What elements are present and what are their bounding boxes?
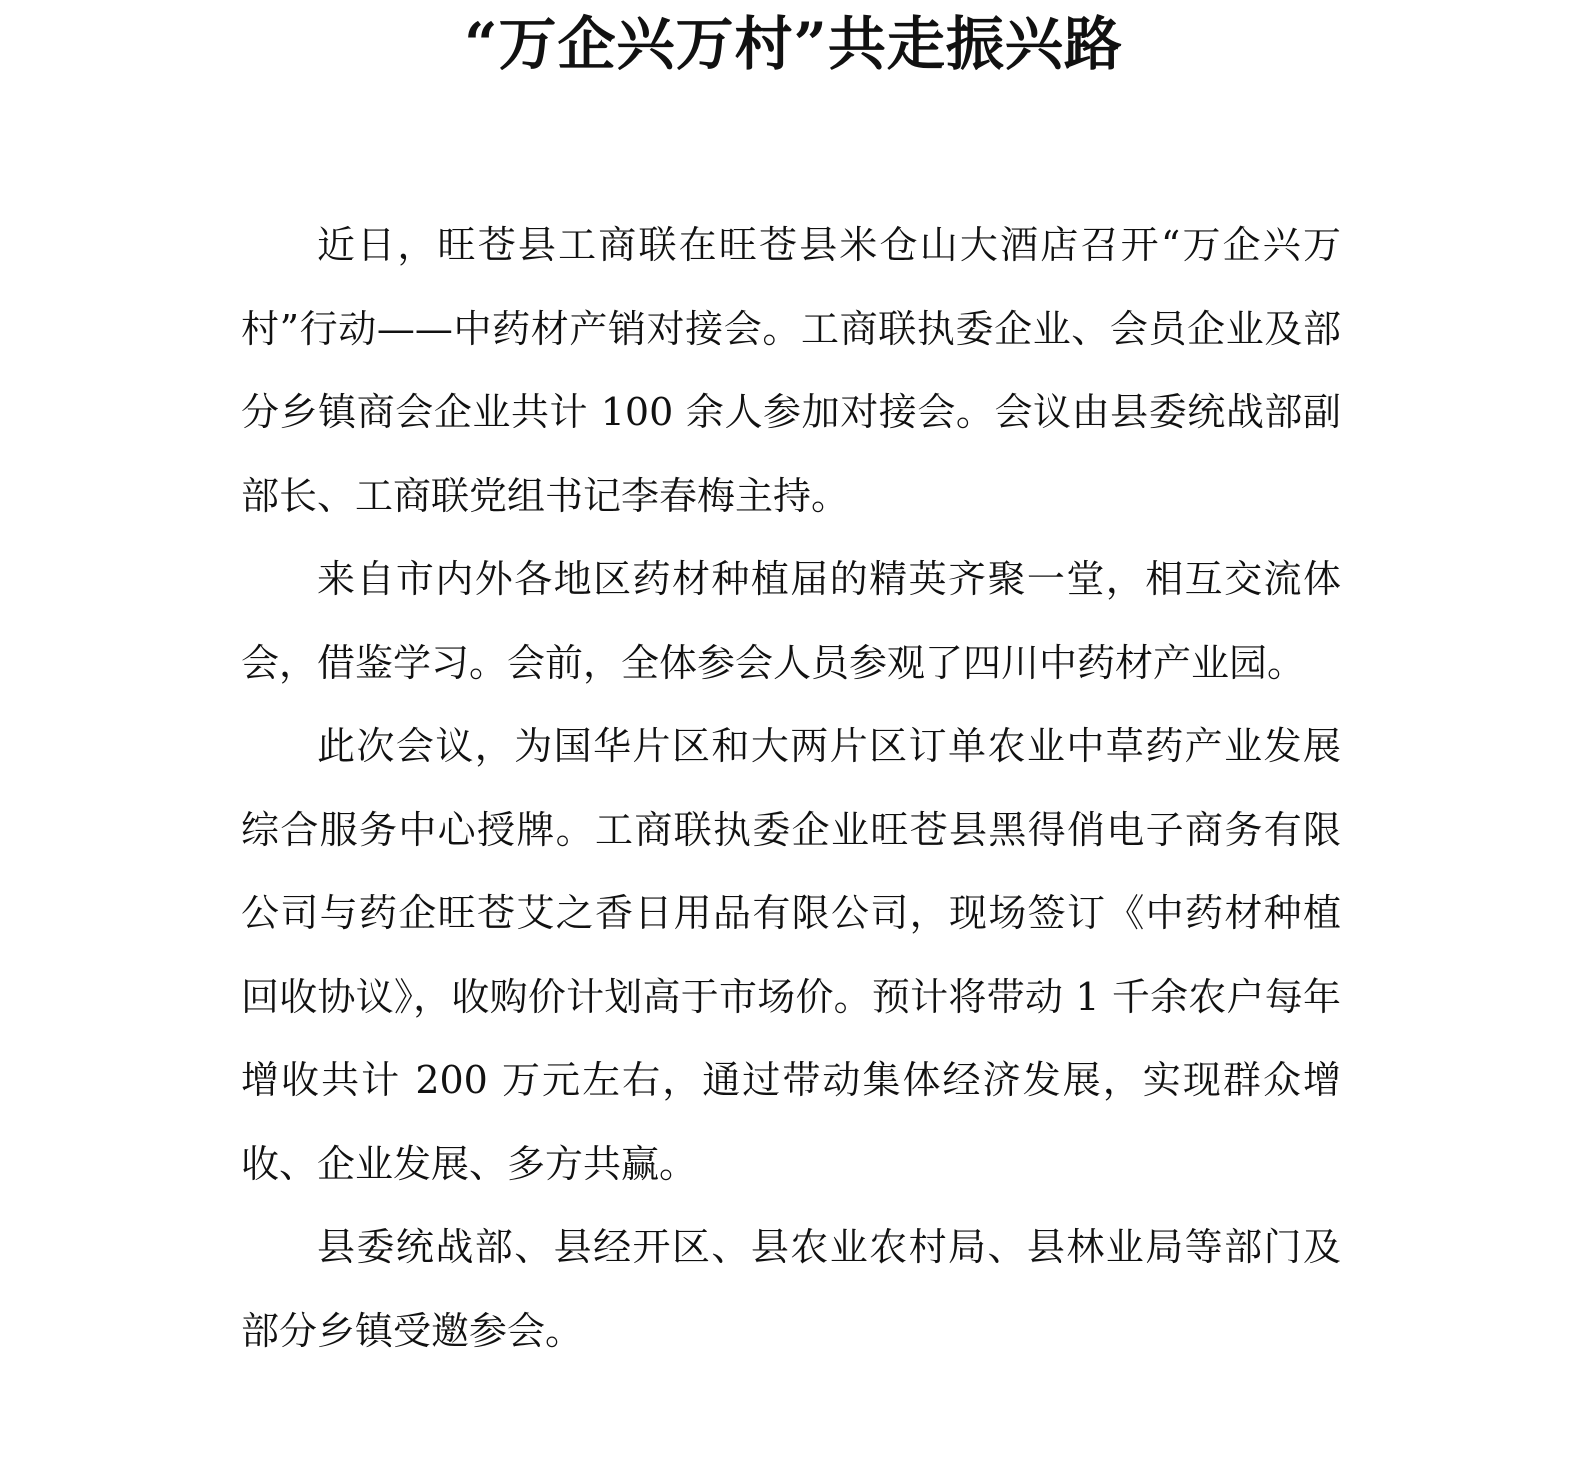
paragraph-exchange: 来自市内外各地区药材种植届的精英齐聚一堂，相互交流体会，借鉴学习。会前，全体参会人员参观了四川中药材产业园。 [241, 557, 1341, 685]
article-title: “万企兴万村”共走振兴路 [464, 10, 1123, 78]
paragraph-attendees: 县委统战部、县经开区、县农业农村局、县林业局等部门及部分乡镇受邀参会。 [241, 1225, 1341, 1353]
paragraph-agreement: 此次会议，为国华片区和大两片区订单农业中草药产业发展综合服务中心授牌。工商联执委企业旺苍县黑得俏电子商务有限公司与药企旺苍艾之香日用品有限公司，现场签订《中药材种植回收协议》，收购价计划高于市场价。预计将带动 1 千余农户每年增收共计 200 万元左右，通过带动集体经济发展，实现群众增收、企业发展、多方共赢。 [241, 724, 1341, 1186]
article-body [241, 204, 1341, 1373]
paragraph-meeting-intro: 近日，旺苍县工商联在旺苍县米仓山大酒店召开“万企兴万村”行动——中药材产销对接会。工商联执委企业、会员企业及部分乡镇商会企业共计 100 余人参加对接会。会议由县委统战部副部长、工商联党组书记李春梅主持。 [241, 223, 1341, 518]
